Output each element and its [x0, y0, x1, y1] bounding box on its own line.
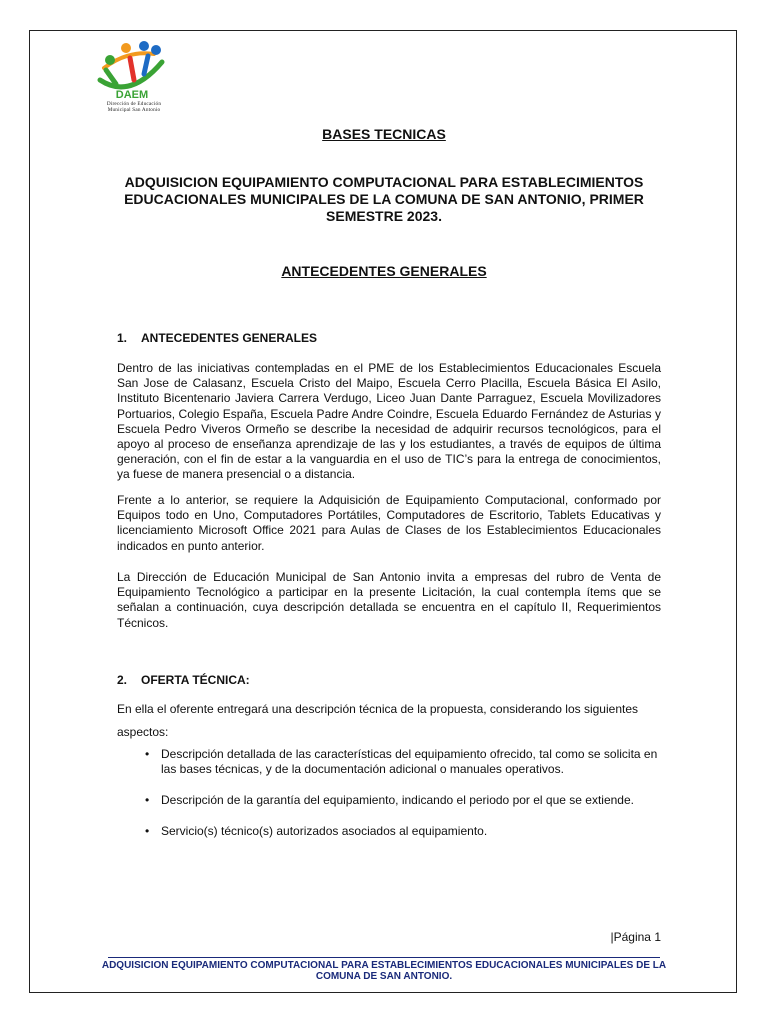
section1-paragraph-1: Dentro de las iniciativas contempladas en el PME de los Establecimientos Educacionales Escuela San Jose de Calasanz, Escuela Cristo del Maipo, Escuela Cerro Placilla, Escuela Básica El Asilo, Instituto Bicentenario Javiera Carrera Verdugo, Liceo Juan Dante Parraguez, Escuela Movilizadores Portuarios, Colegio España, Escuela Padre Andre Coindre, Escuela Eduardo Fernández de Asturias y Escuela Pedro Viveros Ormeño se describe la necesidad de adquirir recursos tecnológicos, para el apoyo al proceso de enseñanza aprendizaje de las y los estudiantes, a través de equipos de última generación, con el fin de estar a la vanguardia en el uso de TIC’s para la entrega de conocimientos, ya fuese de manera presencial o a distancia.	[117, 361, 661, 482]
section1-number: 1.	[117, 331, 128, 345]
section2-number: 2.	[117, 673, 128, 687]
footer-divider	[108, 957, 660, 958]
section1-heading	[117, 331, 317, 345]
section1-heading-text: ANTECEDENTES GENERALES	[141, 331, 318, 345]
section2-heading	[117, 673, 250, 687]
document-title: BASES TECNICAS	[322, 126, 446, 142]
page-number: |Página 1	[610, 930, 661, 944]
logo-caption-line1: Dirección de Educación	[106, 101, 162, 107]
section2-intro-line1: En ella el oferente entregará una descripción técnica de la propuesta, considerando los siguientes	[117, 702, 639, 716]
document-subject: ADQUISICION EQUIPAMIENTO COMPUTACIONAL PARA ESTABLECIMIENTOS EDUCACIONALES MUNICIPALES DE LA COMUNA DE SAN ANTONIO, PRIMER SEMESTRE 2023.	[124, 174, 644, 224]
footer-text: ADQUISICION EQUIPAMIENTO COMPUTACIONAL PARA ESTABLECIMIENTOS EDUCACIONALES MUNICIPALES DE LA COMUNA DE SAN ANTONIO.	[101, 960, 667, 982]
section-title: ANTECEDENTES GENERALES	[281, 263, 487, 279]
section2-bullet-list	[141, 747, 661, 839]
section2-heading-text: OFERTA TÉCNICA:	[141, 673, 250, 687]
section1-paragraph-3: La Dirección de Educación Municipal de San Antonio invita a empresas del rubro de Venta de Equipamiento Tecnológico a participar en la presente Licitación, la cual contempla ítems que se señalan a continuación, cuya descripción detallada se encuentra en el capítulo II, Requerimientos Técnicos.	[117, 570, 661, 630]
logo-caption	[88, 101, 180, 113]
list-item: • Descripción de la garantía del equipamiento, indicando el periodo por el que se extiende.	[141, 793, 661, 808]
logo-acronym: DAEM	[115, 89, 149, 101]
section2-intro-line2: aspectos:	[117, 725, 169, 739]
list-item: • Descripción detallada de las características del equipamiento ofrecido, tal como se solicita en las bases técnicas, y de la documentación adicional o manuales operativos.	[141, 747, 661, 777]
list-item: • Servicio(s) técnico(s) autorizados asociados al equipamiento.	[141, 824, 661, 839]
section1-paragraph-2: Frente a lo anterior, se requiere la Adquisición de Equipamiento Computacional, conformado por Equipos todo en Uno, Computadores Portátiles, Computadores de Escritorio, Tablets Educativas y licenciamiento Microsoft Office 2021 para Aulas de Clases de los Establecimientos Educacionales indicados en punto anterior.	[117, 493, 661, 553]
logo-caption-line2: Municipal San Antonio	[107, 107, 161, 113]
